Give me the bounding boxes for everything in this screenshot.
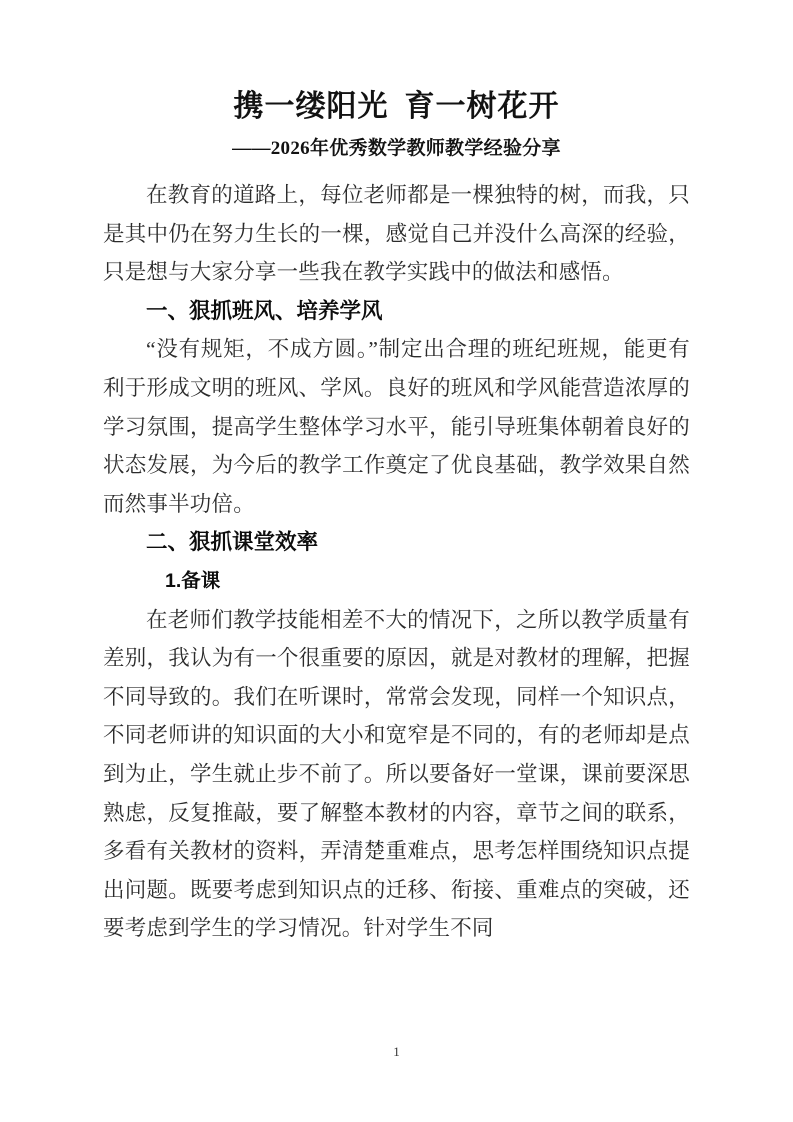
document-content-column <box>103 0 690 948</box>
document-title-part-2: 育一树花开 <box>404 90 560 123</box>
section-heading-2: 二、狠抓课堂效率 <box>146 530 319 555</box>
section-2-paragraph: 在老师们教学技能相差不大的情况下，之所以教学质量有差别，我认为有一个很重要的原因，就是对教材的理解，把握不同导致的。我们在听课时，常常会发现，同样一个知识点，不同老师讲的知识面的大小和宽窄是不同的，有的老师却是点到为止，学生就止步不前了。所以要备好一堂课，课前要深思熟虑，反复推敲，要了解整本教材的内容，章节之间的联系，多看有关教材的资料，弄清楚重难点，思考怎样围绕知识点提出问题。既要考虑到知识点的迁移、衔接、重难点的突破，还要考虑到学生的学习情况。针对学生不同 <box>103 607 690 941</box>
document-title-part-1: 携一缕阳光 <box>233 90 389 123</box>
section-1-paragraph: “没有规矩，不成方圆。”制定出合理的班纪班规，能更有利于形成文明的班风、学风。良好的班风和学风能营造浓厚的学习氛围，提高学生整体学习水平，能引导班集体朝着良好的状态发展，为今后的教学工作奠定了优良基础，教学效果自然而然事半功倍。 <box>103 337 690 516</box>
intro-paragraph: 在教育的道路上，每位老师都是一棵独特的树，而我，只是其中仍在努力生长的一棵，感觉自己并没什么高深的经验，只是想与大家分享一些我在教学实践中的做法和感悟。 <box>103 183 690 285</box>
document-title <box>103 0 690 126</box>
section-heading-1: 一、狠抓班风、培养学风 <box>146 298 383 323</box>
page-number: 1 <box>393 1044 400 1059</box>
title-body-spacer <box>103 164 690 176</box>
sub-heading-2-1: 1.备课 <box>165 569 221 592</box>
document-subtitle: ——2026年优秀数学教师教学经验分享 <box>232 138 561 159</box>
